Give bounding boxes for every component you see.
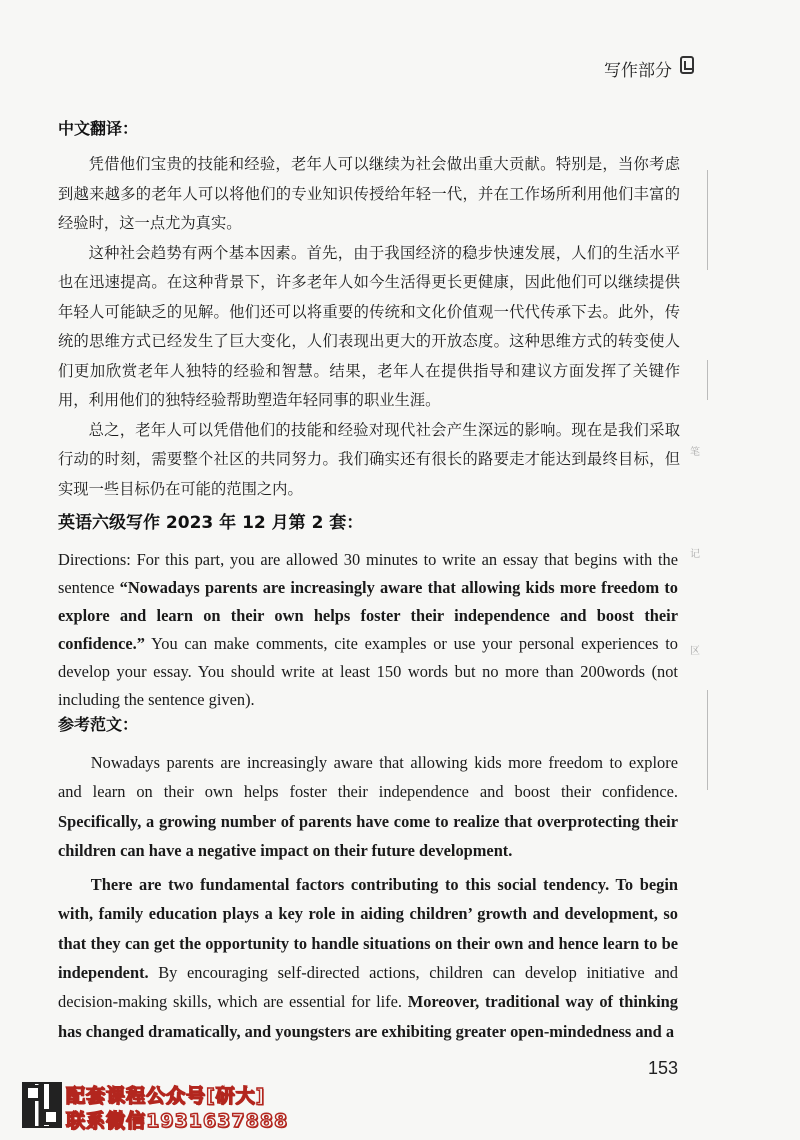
margin-label: 笔 [690,447,700,458]
sample-essay [58,748,678,1046]
qr-code-icon [22,1082,62,1128]
margin-label: 记 [690,549,700,560]
section-header: 写作部分 [604,61,672,81]
sample-heading: 参考范文： [58,715,139,734]
margin-rule [707,690,708,790]
page-number: 153 [648,1058,679,1078]
directions-prompt-sentence: “Nowadays parents are increasingly aware that allowing kids more freedom to explore and learn on their own helps foster their independence and boost their confidence.” [58,578,678,653]
margin-label: 区 [690,646,700,657]
watermark-line-1: 配套课程公众号[研大] [66,1085,266,1107]
essay-p2-bold: There are two fundamental factors contributing to this social tendency. To begin with, family education plays a key role in aiding children’ growth and development, so that they can get the opportunity to handle situations on their own and hence learn to be independent. [58,875,678,983]
directions-prefix: Directions: For this part, you are allowed 30 minutes to write an essay that begins with the sentence [58,550,678,597]
book-pen-icon [680,56,694,74]
margin-rule [707,170,708,270]
essay-paragraph [58,870,678,1046]
directions-text [58,546,678,714]
essay-p2-bold-continued: Moreover, traditional way of thinking has changed dramatically, and youngsters are exhibiting greater open-mindedness and a [58,992,678,1041]
essay-p1-bold: Specifically, a growing number of parents have come to realize that overprotecting their children can have a negative impact on their future development. [58,811,678,860]
directions-suffix: You can make comments, cite examples or use your personal experiences to develop your essay. You should write at least 150 words but no more than 200words (not including the sentence given). [58,634,678,709]
translation-paragraph: 这种社会趋势有两个基本因素。首先，由于我国经济的稳步快速发展，人们的生活水平也在迅速提高。在这种背景下，许多老年人如今生活得更长更健康，因此他们可以继续提供年轻人可能缺乏的见解。他们还可以将重要的传统和文化价值观一代代传承下去。此外，传统的思维方式已经发生了巨大变化，人们表现出更大的开放态度。这种思维方式的转变使人们更加欣赏老年人独特的经验和智慧。结果，老年人在提供指导和建议方面发挥了关键作用，利用他们的独特经验帮助塑造年轻同事的职业生涯。 [58,243,680,409]
translation-paragraph: 凭借他们宝贵的技能和经验，老年人可以继续为社会做出重大贡献。特别是，当你考虑到越来越多的老年人可以将他们的专业知识传授给年轻一代，并在工作场所利用他们丰富的经验时，这一点尤为真实。 [58,155,680,232]
translation-body [58,150,680,504]
essay-paragraph [58,748,678,865]
exam-set-heading: 英语六级写作 2023 年 12 月第 2 套： [58,513,364,533]
translation-heading: 中文翻译： [58,119,139,138]
translation-paragraph: 总之，老年人可以凭借他们的技能和经验对现代社会产生深远的影响。现在是我们采取行动的时刻，需要整个社区的共同努力。我们确实还有很长的路要走才能达到最终目标，但实现一些目标仍在可能的范围之内。 [58,420,680,498]
essay-p1-plain: Nowadays parents are increasingly aware that allowing kids more freedom to explore and learn on their own helps foster their independence and boost their confidence. [58,753,678,802]
directions [58,546,678,714]
margin-rule [707,360,708,400]
watermark-line-2: 联系微信1931637888 [66,1110,289,1132]
essay-p2-plain: By encouraging self-directed actions, children can develop initiative and decision-making skills, which are essential for life. [58,963,678,1012]
